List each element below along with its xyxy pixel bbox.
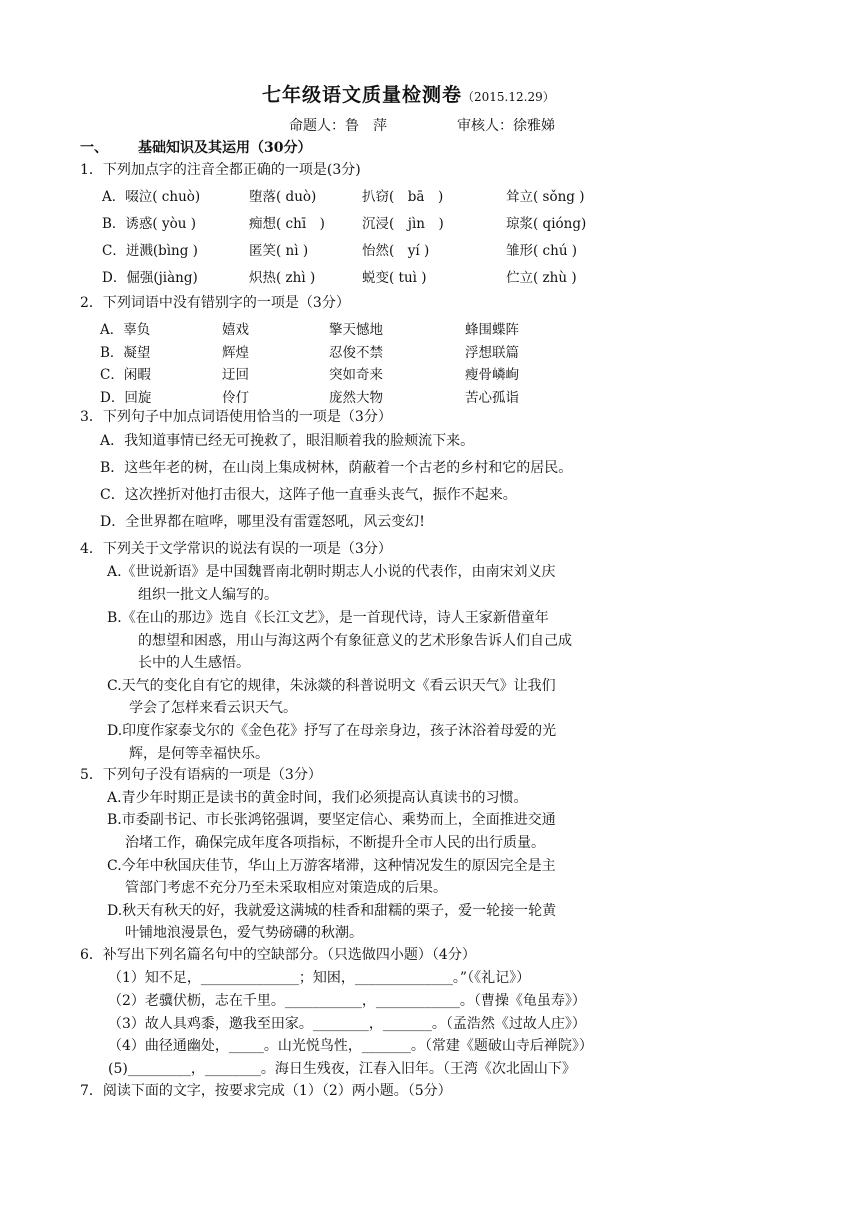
- title-text: 七年级语文质量检测卷: [262, 84, 463, 106]
- q5-line: 治堵工作，确保完成年度各项指标，不断提升全市人民的出行质量。: [125, 835, 545, 851]
- q3-option-d: D．全世界都在喧哗，哪里没有雷霆怒吼，风云变幻!: [100, 514, 425, 530]
- q4-line: A.《世说新语》是中国魏晋南北朝时期志人小说的代表作，由南宋刘义庆: [107, 564, 556, 580]
- q6-item-1: （1）知不足，______________；知困，______________。”（《礼记》）: [108, 970, 531, 986]
- q2-c2: 迂回: [222, 367, 249, 383]
- q1-d4: 伫立( zhù ): [506, 270, 577, 286]
- q2-d4: 苦心孤诣: [465, 390, 519, 406]
- q1-d3: 蜕变( tuì ): [362, 270, 427, 286]
- q5-line: C.今年中秋国庆佳节，华山上万游客堵滞，这种情况发生的原因完全是主: [107, 858, 556, 874]
- reviewer: 审核人：徐雅娣: [457, 118, 555, 134]
- q6-item-2: （2）老骥伏枥，志在千里。___________，____________。（曹操《龟虽寿》）: [108, 993, 586, 1009]
- authors-line: [289, 115, 555, 135]
- q4-line: 长中的人生感悟。: [138, 655, 250, 671]
- q4-line: 组织一批文人编写的。: [138, 587, 278, 603]
- q1-c3: 怡然( yí ): [362, 243, 430, 259]
- q4-line: C.天气的变化自有它的规律，朱泳燚的科普说明文《看云识天气》让我们: [107, 678, 556, 694]
- q7-stem: 7．阅读下面的文字，按要求完成（1）（2）两小题。（5分）: [80, 1083, 452, 1099]
- q2-d2: 伶仃: [222, 390, 249, 406]
- q2-d3: 庞然大物: [329, 390, 383, 406]
- q5-line: 叶铺地浪漫景色，爱气势磅礴的秋潮。: [125, 925, 363, 941]
- q1-c1: C．迸溅(bìng ): [102, 243, 198, 259]
- section-title: 基础知识及其运用（30分）: [138, 140, 312, 156]
- q1-d1: D．倔强(jiàng): [102, 270, 198, 286]
- q5-line: B.市委副书记、市长张鸿铭强调，要坚定信心、乘势而上，全面推进交通: [107, 812, 556, 828]
- q1-stem: 1．下列加点字的注音全都正确的一项是(3分): [80, 162, 361, 178]
- q2-c3: 突如奇来: [329, 367, 383, 383]
- q1-a4: 耸立( sǒng ): [506, 189, 585, 205]
- q3-option-a: A．我知道事情已经无可挽救了，眼泪顺着我的脸颊流下来。: [100, 433, 475, 449]
- q4-line: 学会了怎样来看云识天气。: [129, 700, 297, 716]
- q3-stem: 3．下列句子中加点词语使用恰当的一项是（3分）: [80, 409, 392, 425]
- q4-line: B.《在山的那边》选自《长江文艺》，是一首现代诗，诗人王家新借童年: [107, 610, 549, 626]
- q5-line: 管部门考虑不充分乃至未采取相应对策造成的后果。: [125, 880, 447, 896]
- q2-a4: 蜂围蝶阵: [465, 322, 519, 338]
- q1-d2: 炽热( zhì ): [249, 270, 316, 286]
- q1-c4: 雏形( chú ): [506, 243, 578, 259]
- q4-line: 的想望和困惑，用山与海这两个有象征意义的艺术形象告诉人们自己成: [138, 633, 572, 649]
- q1-a3: 扒窃( bā ): [362, 189, 444, 205]
- q1-b1: B．诱惑( yòu ): [102, 216, 196, 232]
- page-title: [262, 80, 555, 107]
- q2-b2: 辉煌: [222, 345, 249, 361]
- q2-b4: 浮想联篇: [465, 345, 519, 361]
- q1-a1: A．啜泣( chuò): [102, 189, 201, 205]
- q6-item-5: (5)_________，________。海日生残夜，江春入旧年。（王湾《次北固山下》: [108, 1061, 576, 1077]
- q1-b3: 沉浸( jìn ): [362, 216, 444, 232]
- q4-line: 辉，是何等幸福快乐。: [129, 746, 269, 762]
- q6-stem: 6．补写出下列名篇名句中的空缺部分。（只选做四小题）（4分）: [80, 947, 476, 963]
- q4-stem: 4．下列关于文学常识的说法有误的一项是（3分）: [80, 541, 392, 557]
- q1-b2: 痴想( chī ): [249, 216, 325, 232]
- author: 命题人：鲁 萍: [289, 118, 387, 134]
- q2-stem: 2．下列词语中没有错别字的一项是（3分）: [80, 295, 350, 311]
- q3-option-b: B．这些年老的树，在山岗上集成树林，荫蔽着一个古老的乡村和它的居民。: [100, 460, 573, 476]
- q2-a2: 嬉戏: [222, 322, 249, 338]
- q2-b1: B．凝望: [100, 345, 151, 361]
- q5-line: A.青少年时期正是读书的黄金时间，我们必须提高认真读书的习惯。: [107, 790, 528, 806]
- q2-c4: 瘦骨嶙峋: [465, 367, 519, 383]
- exam-date: （2015.12.29）: [462, 90, 555, 104]
- q1-a2: 堕落( duò): [249, 189, 317, 205]
- q3-option-c: C．这次挫折对他打击很大，这阵子他一直垂头丧气，振作不起来。: [100, 487, 517, 503]
- q2-c1: C．闲暇: [100, 367, 151, 383]
- q2-a1: A．辜负: [100, 322, 151, 338]
- q5-line: D.秋天有秋天的好，我就爱这满城的桂香和甜糯的栗子，爱一轮接一轮黄: [107, 903, 557, 919]
- q2-a3: 擎天憾地: [329, 322, 383, 338]
- q6-item-3: （3）故人具鸡黍，邀我至田家。________，_______。（孟浩然《过故人庄》）: [108, 1016, 586, 1032]
- q2-d1: D．回旋: [100, 390, 152, 406]
- q5-stem: 5．下列句子没有语病的一项是（3分）: [80, 767, 322, 783]
- q4-line: D.印度作家泰戈尔的《金色花》抒写了在母亲身边，孩子沐浴着母爱的光: [107, 723, 557, 739]
- q6-item-4: （4）曲径通幽处，_____。山光悦鸟性，_______。（常建《题破山寺后禅院》）: [108, 1038, 593, 1054]
- q1-c2: 匿笑( nì ): [249, 243, 309, 259]
- q1-b4: 琼浆( qióng): [506, 216, 587, 232]
- section-heading: [80, 137, 311, 157]
- section-number: 一、: [80, 140, 108, 156]
- q2-b3: 忍俊不禁: [329, 345, 383, 361]
